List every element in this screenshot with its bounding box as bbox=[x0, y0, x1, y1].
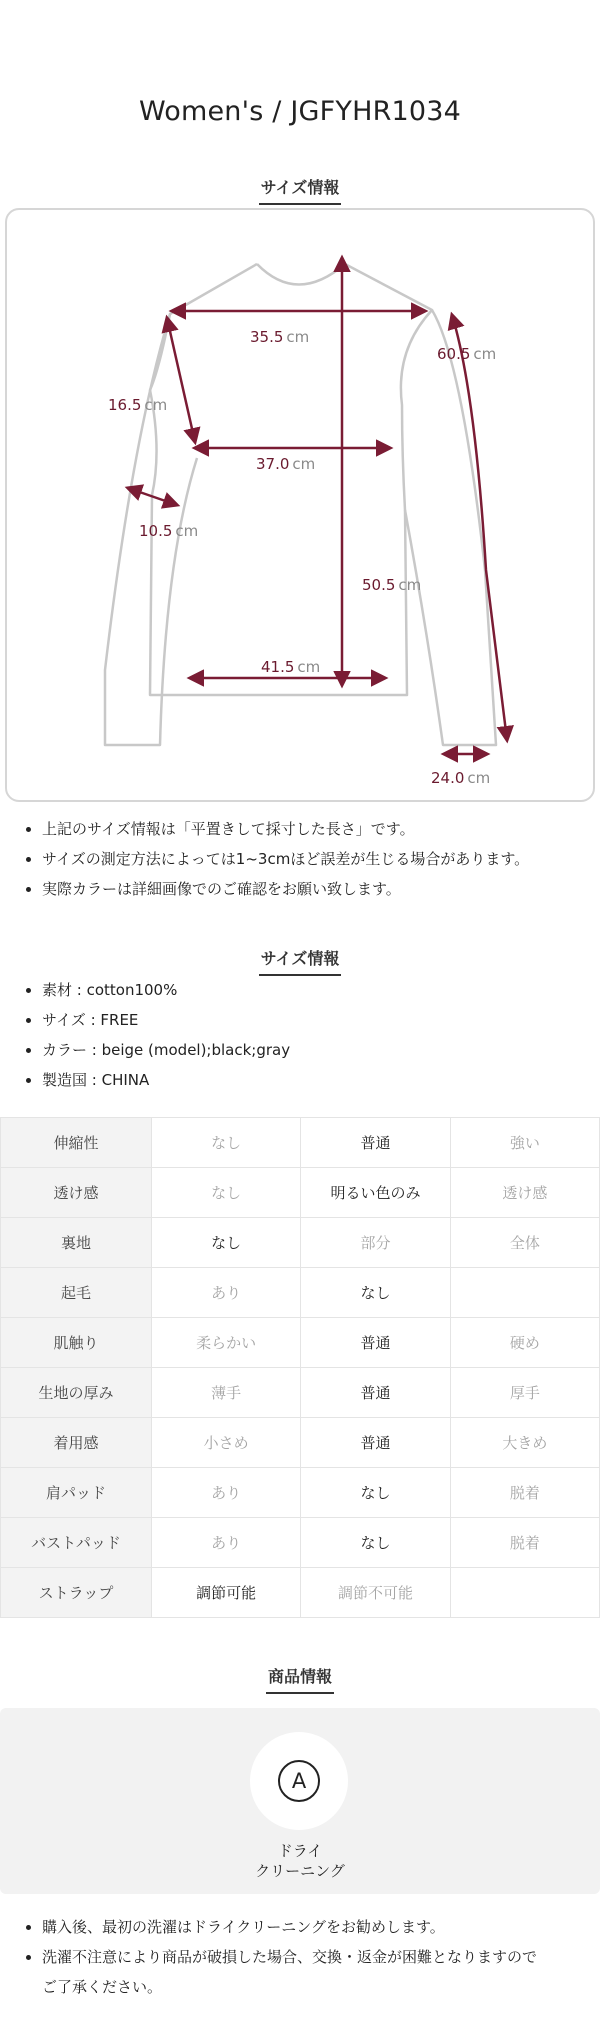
attribute-label: 肩パッド bbox=[1, 1468, 152, 1518]
attribute-option: 普通 bbox=[301, 1368, 450, 1418]
chest-measure: 37.0 cm bbox=[256, 455, 316, 473]
attribute-option: あり bbox=[152, 1268, 301, 1318]
attribute-label: 裏地 bbox=[1, 1218, 152, 1268]
attribute-option: 普通 bbox=[301, 1418, 450, 1468]
spec-list bbox=[20, 975, 590, 1095]
attribute-option: 薄手 bbox=[152, 1368, 301, 1418]
attribute-option: なし bbox=[301, 1468, 450, 1518]
attribute-option: 調節可能 bbox=[152, 1568, 301, 1618]
list-item: 洗濯不注意により商品が破損した場合、交換・返金が困難となりますので bbox=[20, 1942, 590, 1972]
attribute-label: 起毛 bbox=[1, 1268, 152, 1318]
cuff-measure: 24.0 cm bbox=[431, 769, 491, 787]
attribute-option: 部分 bbox=[301, 1218, 450, 1268]
table-row bbox=[1, 1368, 600, 1418]
list-item: 実際カラーは詳細画像でのご確認をお願い致します。 bbox=[20, 874, 590, 904]
attribute-option: なし bbox=[152, 1218, 301, 1268]
list-item: 上記のサイズ情報は「平置きして採寸した長さ」です。 bbox=[20, 814, 590, 844]
attribute-option: あり bbox=[152, 1518, 301, 1568]
attribute-option: 普通 bbox=[301, 1118, 450, 1168]
attribute-option: 大きめ bbox=[450, 1418, 599, 1468]
table-row bbox=[1, 1518, 600, 1568]
material-spec: 素材 : cotton100% bbox=[20, 975, 590, 1005]
length-measure: 50.5 cm bbox=[362, 576, 422, 594]
attribute-label: 透け感 bbox=[1, 1168, 152, 1218]
hem-measure: 41.5 cm bbox=[261, 658, 321, 676]
attribute-option bbox=[450, 1568, 599, 1618]
table-row bbox=[1, 1318, 600, 1368]
attribute-label: 肌触り bbox=[1, 1318, 152, 1368]
table-row bbox=[1, 1118, 600, 1168]
shoulder-measure: 35.5 cm bbox=[250, 328, 310, 346]
table-row bbox=[1, 1168, 600, 1218]
dry-clean-icon: A bbox=[278, 1760, 320, 1802]
attribute-label: 着用感 bbox=[1, 1418, 152, 1468]
attribute-label: ストラップ bbox=[1, 1568, 152, 1618]
page-title: Women's / JGFYHR1034 bbox=[138, 96, 462, 127]
list-item-continuation: ご了承ください。 bbox=[42, 1978, 163, 1996]
attribute-option: 強い bbox=[450, 1118, 599, 1168]
care-icon-badge bbox=[250, 1732, 348, 1830]
attribute-option: なし bbox=[152, 1168, 301, 1218]
product-info-heading: 商品情報 bbox=[0, 1664, 600, 1694]
size-info-heading: サイズ情報 bbox=[0, 175, 600, 205]
attribute-label: バストパッド bbox=[1, 1518, 152, 1568]
attribute-option: 透け感 bbox=[450, 1168, 599, 1218]
attribute-option: なし bbox=[301, 1518, 450, 1568]
attribute-option: なし bbox=[152, 1118, 301, 1168]
attribute-label: 生地の厚み bbox=[1, 1368, 152, 1418]
size-spec: サイズ : FREE bbox=[20, 1005, 590, 1035]
attribute-option: 脱着 bbox=[450, 1518, 599, 1568]
attribute-label: 伸縮性 bbox=[1, 1118, 152, 1168]
list-item: 購入後、最初の洗濯はドライクリーニングをお勧めします。 bbox=[20, 1912, 590, 1942]
attribute-option: なし bbox=[301, 1268, 450, 1318]
attribute-option bbox=[450, 1268, 599, 1318]
fabric-attributes-table bbox=[0, 1117, 600, 1618]
table-row bbox=[1, 1218, 600, 1268]
size-notes bbox=[20, 814, 590, 904]
sleeve-width-measure: 10.5 cm bbox=[139, 522, 199, 540]
table-row bbox=[1, 1268, 600, 1318]
care-notes bbox=[20, 1912, 590, 2002]
care-instructions-panel bbox=[0, 1708, 600, 1894]
attribute-option: 硬め bbox=[450, 1318, 599, 1368]
attribute-option: あり bbox=[152, 1468, 301, 1518]
attribute-option: 厚手 bbox=[450, 1368, 599, 1418]
table-row bbox=[1, 1568, 600, 1618]
color-spec: カラー : beige (model);black;gray bbox=[20, 1035, 590, 1065]
table-row bbox=[1, 1468, 600, 1518]
origin-spec: 製造国 : CHINA bbox=[20, 1065, 590, 1095]
list-item: サイズの測定方法によっては1~3cmほど誤差が生じる場合があります。 bbox=[20, 844, 590, 874]
attribute-option: 普通 bbox=[301, 1318, 450, 1368]
attribute-option: 柔らかい bbox=[152, 1318, 301, 1368]
detail-heading: サイズ情報 bbox=[0, 946, 600, 976]
size-diagram bbox=[5, 208, 595, 802]
sleeve-measure: 60.5 cm bbox=[437, 345, 497, 363]
attribute-option: 調節不可能 bbox=[301, 1568, 450, 1618]
care-label: ドライ クリーニング bbox=[255, 1842, 345, 1880]
armhole-measure: 16.5 cm bbox=[108, 396, 168, 414]
attribute-option: 明るい色のみ bbox=[301, 1168, 450, 1218]
table-row bbox=[1, 1418, 600, 1468]
attribute-option: 脱着 bbox=[450, 1468, 599, 1518]
attribute-option: 全体 bbox=[450, 1218, 599, 1268]
attribute-option: 小さめ bbox=[152, 1418, 301, 1468]
